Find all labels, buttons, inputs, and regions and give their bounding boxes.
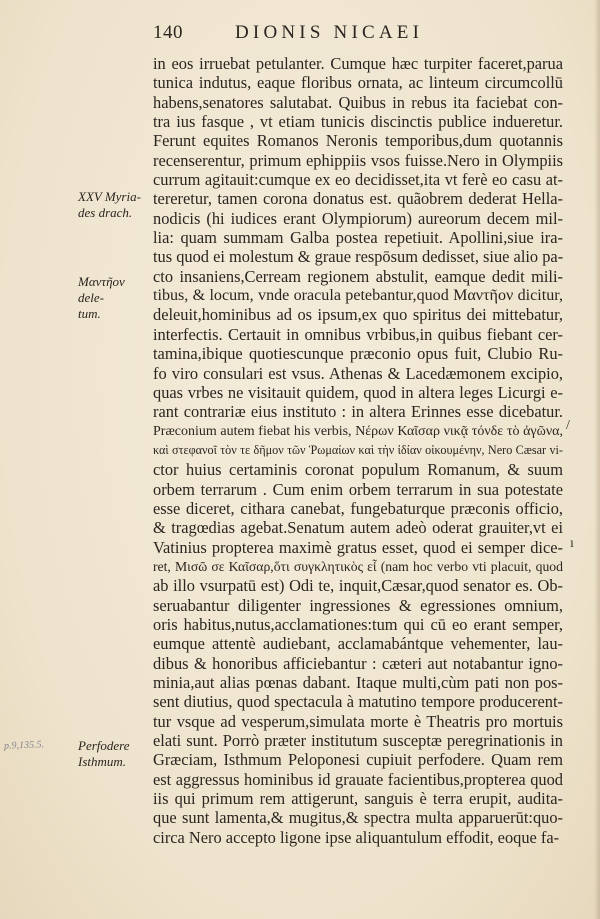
page-header bbox=[153, 22, 573, 48]
text-line: Græciam, Isthmum Peloponesi cupiuit perfodere. Quam rem bbox=[153, 750, 563, 770]
body-text bbox=[153, 54, 563, 847]
text-line: in eos irruebat petulanter. Cumque hæc turpiter faceret,parua bbox=[153, 54, 563, 73]
margin-tick-mark: ı bbox=[570, 536, 574, 551]
text-line: & tragœdias agebat.Senatum autem adeò oderat grauiter,vt ei bbox=[153, 518, 563, 538]
text-line: lia: quam summam Galba postea repetiuit. Apollini,siue ira- bbox=[153, 228, 563, 248]
text-line: elati sunt. Porrò præter institutum susceptæ peregrinationis in bbox=[153, 731, 563, 751]
text-line: oris habitus,nutus,acclamationes:tum qui cū eo erant semper, bbox=[153, 614, 563, 634]
text-line: ab illo vsurpatū est) Odi te, inquit,Cæsar,quod senator es. Ob- bbox=[153, 576, 563, 596]
text-line: tra ius fasque , vt etiam tunicis discinctis publice indueretur. bbox=[153, 112, 563, 132]
margin-note-line: Isthmum. bbox=[78, 754, 127, 769]
text-line: fo viro consulari est vsus. Athenas & Lacedæmonem excipio, bbox=[153, 363, 563, 383]
margin-note-line: Μαντῆον dele- bbox=[78, 274, 125, 305]
margin-note-line: tum. bbox=[78, 306, 101, 321]
text-line: Præconium autem fiebat his verbis, Νέρων Καῖσαρ νικᾷ τόνδε τὸ ἀγῶνα, bbox=[153, 423, 563, 439]
text-line: interfectis. Certauit in omnibus vrbibus,in quibus fiebant cer- bbox=[153, 324, 563, 344]
text-line: tamina,ibique quotiescunque præconio opus fuit, Clubio Ru- bbox=[153, 344, 563, 364]
text-line: orbem terrarum . Cum enim orbem terrarum in sua potestate bbox=[153, 479, 563, 499]
text-line: est aggressus hominibus id grauate facientibus,propterea quod bbox=[153, 769, 563, 789]
text-line: rant contrariæ eius instituto : in altera Erinnes esse dicebatur. bbox=[153, 402, 563, 422]
text-line: sent diutius, quod spectacula à matutino tempore producerent- bbox=[153, 692, 563, 712]
margin-note-line: XXV Myria- bbox=[78, 189, 141, 204]
text-line: seruabantur diligenter ingressiones & egressiones omnium, bbox=[153, 595, 563, 615]
text-line: esse diceret, cithara canebat, fungebaturque præconis officio, bbox=[153, 498, 563, 518]
running-title: DIONIS NICAEI bbox=[235, 22, 424, 43]
text-line: eumque attentè audiebant, acclamabántque vehementer, lau- bbox=[153, 634, 563, 654]
text-line: tereretur, tamen corona donatus est. quãobrem dederat Hella- bbox=[153, 189, 563, 209]
text-line: iis qui primum rem attigerunt, sanguis è terra erupit, audita- bbox=[153, 789, 563, 809]
handwritten-annotation: p.9,135.5. bbox=[3, 739, 45, 752]
page-edge-shadow bbox=[594, 0, 600, 919]
text-line: dibus & honoribus afficiebantur : cæteri aut notabantur igno- bbox=[153, 653, 563, 673]
text-line: tibus, & locum, vnde oracula petebantur,quod Μαντῆον dicitur, bbox=[153, 287, 563, 305]
text-line: ret, Μισῶ σε Καῖσαρ,ὅτι συγκλητικὸς εἶ (nam hoc verbo vti placuit, quod bbox=[153, 558, 563, 574]
text-line: καὶ στεφανοῖ τὸν τε δῆμον τῶν Ῥωμαίων καὶ τὴν ἰδίαν οἰκουμένην, Nero Cæsar vi- bbox=[153, 442, 563, 457]
margin-note-line: Perfodere bbox=[78, 738, 130, 753]
margin-note-line: des drach. bbox=[78, 205, 133, 220]
page-number: 140 bbox=[153, 22, 183, 43]
text-line: quas vrbes ne visitauit quidem, quod in altera leges Licurgi e- bbox=[153, 382, 563, 402]
text-line: minia,aut alias pœnas dabant. Itaque multi,cùm pati non pos- bbox=[153, 673, 563, 692]
text-line: cto insaniens,Cerream regionem abstulit, eamque dedit mili- bbox=[153, 266, 563, 286]
margin-note-manteion bbox=[78, 274, 150, 322]
text-line: nodicis (hi iudices erant Olympiorum) aureorum decem mil- bbox=[153, 208, 563, 228]
text-line: circa Nero accepto ligone ipse aliquantulum effodit, eoque fa- bbox=[153, 827, 560, 847]
text-line: tur vsque ad vesperum,simulata morte è Theatris pro mortuis bbox=[153, 711, 563, 731]
text-line: Ferunt equites Romanos Neronis temporibus,dum quotannis bbox=[153, 131, 563, 151]
text-line: deleuit,hominibus ad os ipsum,ex quo spiritus dei mittebatur, bbox=[153, 305, 563, 325]
margin-tick-mark: / bbox=[566, 418, 570, 433]
text-line: habens,senatores salutabat. Quibus in rebus ita faciebat con- bbox=[153, 92, 563, 112]
text-line: ctor huius certaminis coronat populum Romanum, & suum bbox=[153, 460, 563, 480]
text-line: que sunt lamenta,& mugitus,& spectra multa apparuerūt:quo- bbox=[153, 808, 563, 828]
text-line: tunica indutus, eaque floribus ornata, ac linteum circumcollū bbox=[153, 73, 563, 93]
text-line: Vatinius propterea maximè gratus esset, quod ei semper dice- bbox=[153, 537, 563, 557]
text-line: tus quod ei molestum & graue respōsum dedisset, siue alio pa- bbox=[153, 247, 564, 267]
margin-note-isthmus bbox=[78, 738, 150, 770]
text-line: currum agitauit:cumque ex eo decidisset,ita vt ferè eo casu at- bbox=[153, 170, 563, 190]
text-line: recenserentur, primum ephippiis vsos fuisse.Nero in Olympiis bbox=[153, 150, 563, 170]
margin-note-myriades bbox=[78, 189, 150, 221]
